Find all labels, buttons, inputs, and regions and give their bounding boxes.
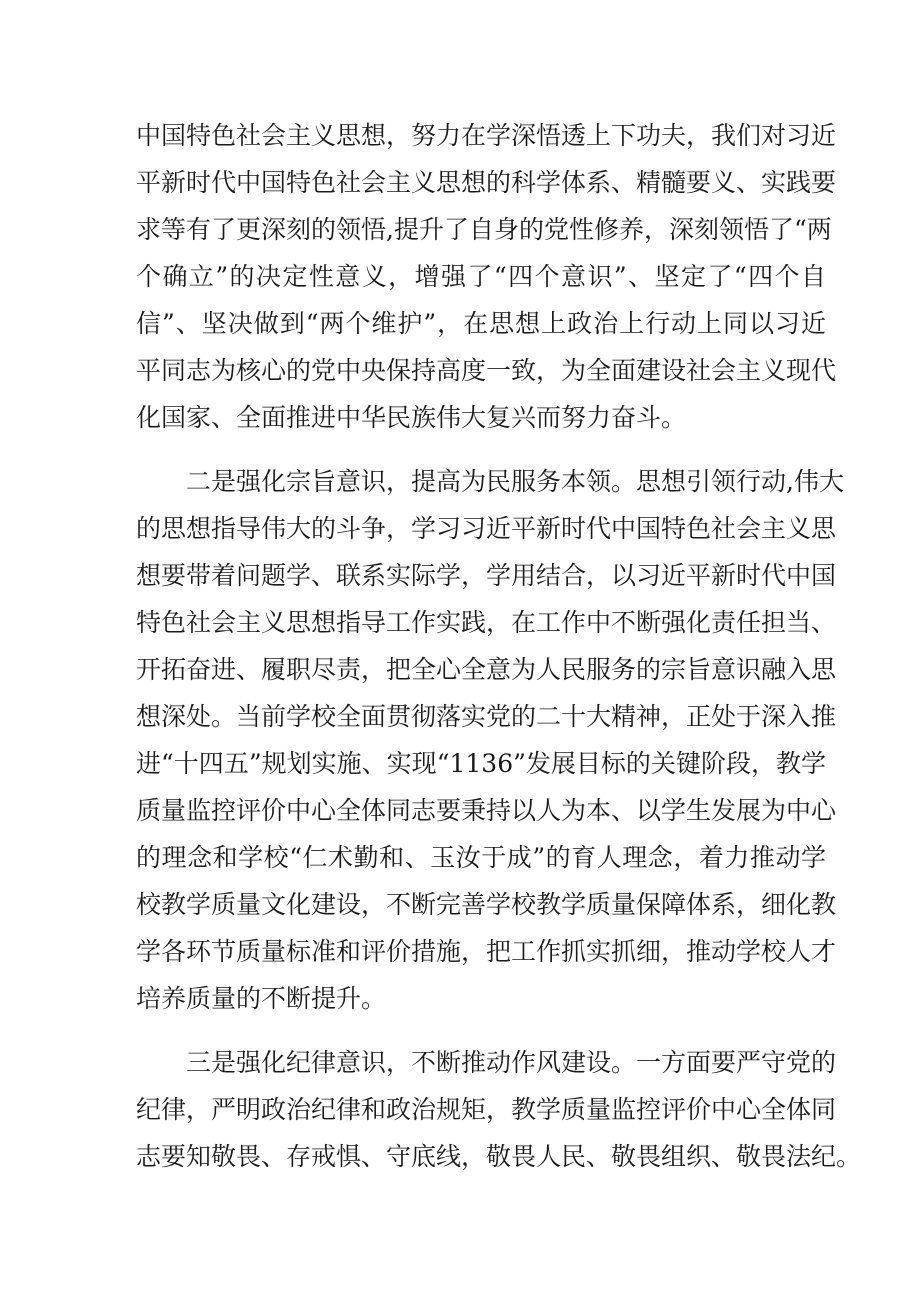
paragraph-line: 平同志为核心的党中央保持高度一致，为全面建设社会主义现代 <box>136 356 837 385</box>
paragraph-3 <box>136 1039 862 1180</box>
paragraph-line: 校教学质量文化建设，不断完善学校教学质量保障体系，细化教 <box>136 890 837 919</box>
paragraph-line: 纪律，严明政治纪律和政治规矩，教学质量监控评价中心全体同 <box>136 1095 837 1124</box>
paragraph-line: 个确立”的决定性意义，增强了“四个意识”、坚定了“四个自 <box>136 262 826 291</box>
paragraph-spacer <box>136 441 826 458</box>
paragraph-line: 志要知敬畏、存戒惧、守底线，敬畏人民、敬畏组织、敬畏法纪。 <box>136 1142 862 1171</box>
paragraph-2 <box>136 458 844 1022</box>
paragraph-line: 培养质量的不断提升。 <box>136 984 387 1013</box>
paragraph-line: 的理念和学校“仁术勤和、玉汝于成”的育人理念，着力推动学 <box>136 843 826 872</box>
paragraph-line: 信”、坚决做到“两个维护”，在思想上政治上行动上同以习近 <box>136 309 826 338</box>
paragraph-line: 求等有了更深刻的领悟,提升了自身的党性修养，深刻领悟了“两 <box>136 215 832 244</box>
paragraph-line: 的思想指导伟大的斗争，学习习近平新时代中国特色社会主义思 <box>136 514 837 543</box>
paragraph-line: 特色社会主义思想指导工作实践，在工作中不断强化责任担当、 <box>136 608 837 637</box>
document-body <box>136 112 862 1180</box>
paragraph-line: 中国特色社会主义思想，努力在学深悟透上下功夫，我们对习近 <box>136 121 837 150</box>
paragraph-line: 平新时代中国特色社会主义思想的科学体系、精髓要义、实践要 <box>136 168 837 197</box>
paragraph-1 <box>136 112 837 441</box>
paragraph-line: 二是强化宗旨意识，提高为民服务本领。思想引领行动,伟大 <box>136 467 844 496</box>
paragraph-line: 化国家、全面推进中华民族伟大复兴而努力奋斗。 <box>136 403 687 432</box>
paragraph-line: 想要带着问题学、联系实际学，学用结合，以习近平新时代中国 <box>136 561 837 590</box>
paragraph-line: 想深处。当前学校全面贯彻落实党的二十大精神，正处于深入推 <box>136 702 837 731</box>
paragraph-line: 学各环节质量标准和评价措施，把工作抓实抓细，推动学校人才 <box>136 937 837 966</box>
paragraph-spacer <box>136 1022 826 1039</box>
paragraph-line: 三是强化纪律意识，不断推动作风建设。一方面要严守党的 <box>136 1048 837 1077</box>
paragraph-line: 质量监控评价中心全体同志要秉持以人为本、以学生发展为中心 <box>136 796 837 825</box>
paragraph-line: 进“十四五”规划实施、实现“1136”发展目标的关键阶段，教学 <box>136 749 826 778</box>
paragraph-line: 开拓奋进、履职尽责，把全心全意为人民服务的宗旨意识融入思 <box>136 655 837 684</box>
